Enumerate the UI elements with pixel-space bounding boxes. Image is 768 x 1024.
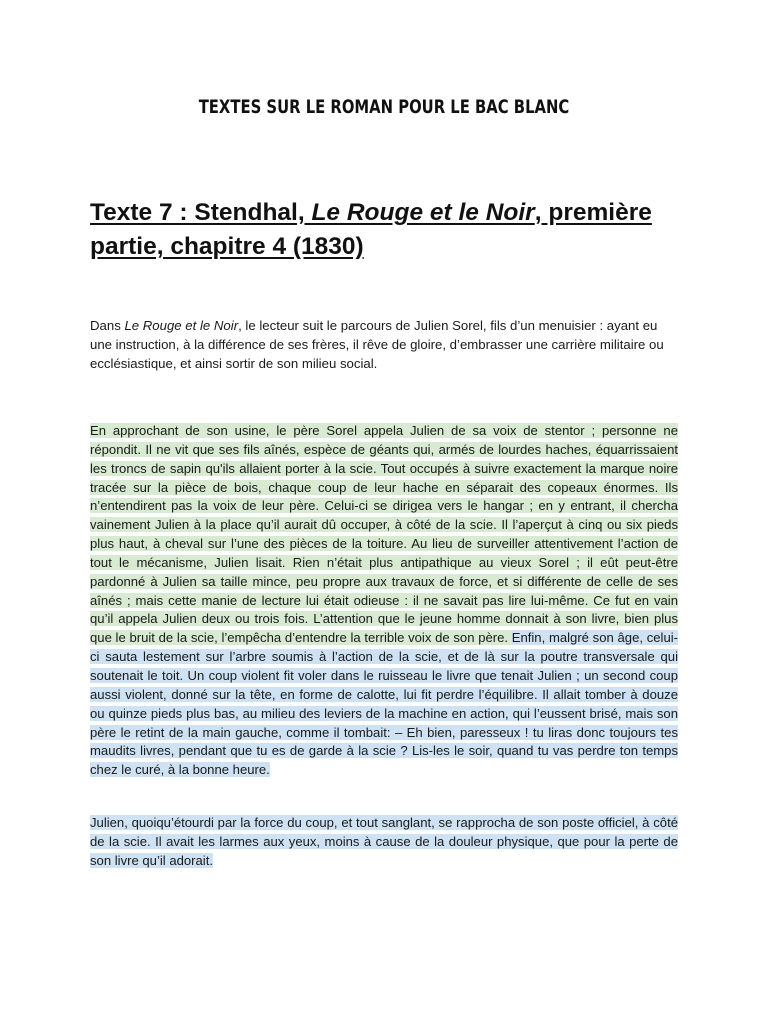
highlight-blue-passage-2: Julien, quoiqu’étourdi par la force du coup, et tout sanglant, se rapprocha de son poste officiel, à côté de la scie. Il avait les larmes aux yeux, moins à cause de la douleur physique, que pour la perte de son livre qu’il adorait.	[90, 815, 678, 868]
intro-paragraph	[90, 316, 680, 373]
text-title	[90, 196, 690, 264]
title-part-1: Texte 7 : Stendhal,	[90, 199, 312, 226]
intro-before: Dans	[90, 318, 125, 333]
extract-paragraph-2	[90, 814, 678, 871]
title-work-italic: Le Rouge et le Noir	[311, 199, 535, 226]
extract-paragraph-1	[90, 422, 678, 780]
intro-work-italic: Le Rouge et le Noir	[124, 318, 239, 333]
highlight-green-passage: En approchant de son usine, le père Sorel appela Julien de sa voix de stentor ; personne ne répondit. Il ne vit que ses fils aînés, espèce de géants qui, armés de lourdes haches, équarrissaient les troncs de sapin qu'ils allaient porter à la scie. Tout occupés à suivre exactement la marque noire tracée sur la pièce de bois, chaque coup de leur hache en séparait des copeaux énormes. Ils n’entendirent pas la voix de leur père. Celui-ci se dirigea vers le hangar ; en y entrant, il chercha vainement Julien à la place qu’il aurait dû occuper, à côté de la scie. Il l’aperçut à cinq ou six pieds plus haut, à cheval sur l’une des pièces de la toiture. Au lieu de surveiller attentivement l’action de tout le mécanisme, Julien lisait. Rien n’était plus antipathique au vieux Sorel ; il eût peut-être pardonné à Julien sa taille mince, peu propre aux travaux de force, et si différente de celle de ses aînés ; mais cette manie de lecture lui était odieuse : il ne savait pas lire lui-même. Ce fut en vain qu’il appela Julien deux ou trois fois. L’attention que le jeune homme donnait à son livre, bien plus que le bruit de la scie, l’empêcha d’entendre la terrible voix de son père.	[90, 423, 678, 646]
title-part-2: , première partie, chapitre 4 (1830)	[90, 199, 652, 260]
page-header: TEXTES SUR LE ROMAN POUR LE BAC BLANC	[198, 96, 570, 118]
highlight-blue-passage: Enfin, malgré son âge, celui-ci sauta lestement sur l’arbre soumis à l’action de la scie, et de là sur la poutre transversale qui soutenait le toit. Un coup violent fit voler dans le ruisseau le livre que tenait Julien ; un second coup aussi violent, donné sur la tête, en forme de calotte, lui fit perdre l’équilibre. Il allait tomber à douze ou quinze pieds plus bas, au milieu des leviers de la machine en action, qui l’eussent brisé, mais son père le retint de la main gauche, comme il tombait: – Eh bien, paresseux ! tu liras donc toujours tes maudits livres, pendant que tu es de garde à la scie ? Lis-les le soir, quand tu vas perdre ton temps chez le curé, à la bonne heure.	[90, 630, 678, 778]
intro-after: , le lecteur suit le parcours de Julien Sorel, fils d’un menuisier : ayant eu une instruction, à la différence de ses frères, il rêve de gloire, d’embrasser une carrière militaire ou ecclésiastique, et ainsi sortir de son milieu social.	[90, 318, 664, 371]
